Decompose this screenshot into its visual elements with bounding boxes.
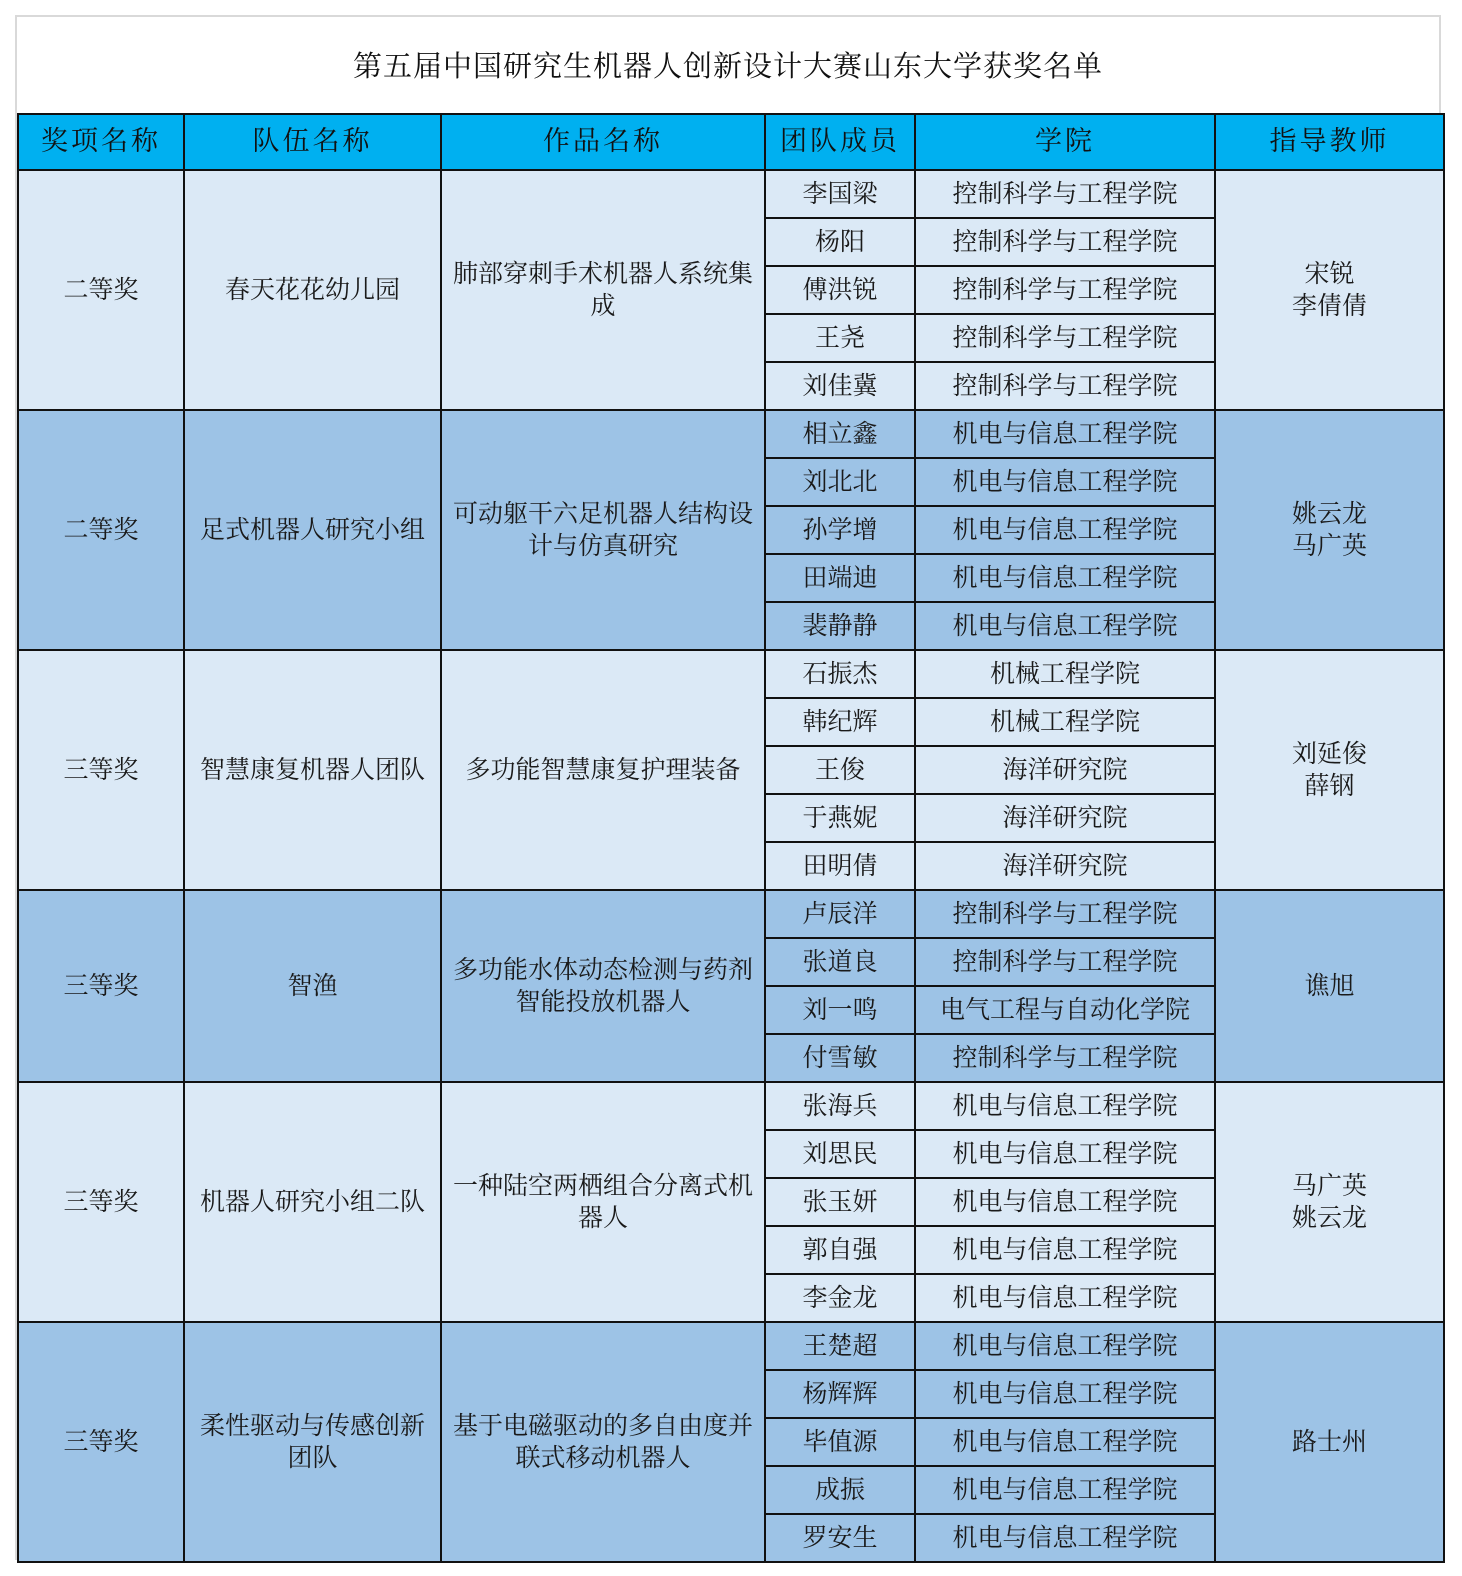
- member-college-cell: 机电与信息工程学院: [915, 1466, 1215, 1514]
- member-college-cell: 海洋研究院: [915, 794, 1215, 842]
- work-name-cell: 基于电磁驱动的多自由度并联式移动机器人: [441, 1322, 765, 1562]
- work-name-cell: 多功能水体动态检测与药剂智能投放机器人: [441, 890, 765, 1082]
- member-name-cell: 刘一鸣: [765, 986, 915, 1034]
- member-college-cell: 控制科学与工程学院: [915, 314, 1215, 362]
- header-advisor: 指导教师: [1215, 114, 1444, 170]
- member-college-cell: 控制科学与工程学院: [915, 362, 1215, 410]
- member-college-cell: 机电与信息工程学院: [915, 1082, 1215, 1130]
- member-college-cell: 机电与信息工程学院: [915, 1514, 1215, 1562]
- member-name-cell: 刘佳冀: [765, 362, 915, 410]
- member-college-cell: 海洋研究院: [915, 842, 1215, 890]
- header-award: 奖项名称: [18, 114, 184, 170]
- team-name-cell: 机器人研究小组二队: [184, 1082, 441, 1322]
- member-name-cell: 王楚超: [765, 1322, 915, 1370]
- award-cell: 三等奖: [18, 1322, 184, 1562]
- header-work: 作品名称: [441, 114, 765, 170]
- header-row: [18, 114, 1444, 170]
- member-name-cell: 李金龙: [765, 1274, 915, 1322]
- member-college-cell: 控制科学与工程学院: [915, 938, 1215, 986]
- member-name-cell: 郭自强: [765, 1226, 915, 1274]
- table-row: [18, 1082, 1444, 1130]
- advisor-cell: 谯旭: [1215, 890, 1444, 1082]
- table-row: [18, 890, 1444, 938]
- member-college-cell: 机电与信息工程学院: [915, 1418, 1215, 1466]
- member-college-cell: 电气工程与自动化学院: [915, 986, 1215, 1034]
- award-cell: 三等奖: [18, 1082, 184, 1322]
- award-cell: 三等奖: [18, 650, 184, 890]
- member-college-cell: 控制科学与工程学院: [915, 170, 1215, 218]
- award-cell: 三等奖: [18, 890, 184, 1082]
- member-name-cell: 杨辉辉: [765, 1370, 915, 1418]
- member-college-cell: 控制科学与工程学院: [915, 266, 1215, 314]
- member-name-cell: 付雪敏: [765, 1034, 915, 1082]
- member-name-cell: 于燕妮: [765, 794, 915, 842]
- member-name-cell: 杨阳: [765, 218, 915, 266]
- work-name-cell: 肺部穿刺手术机器人系统集成: [441, 170, 765, 410]
- member-college-cell: 机电与信息工程学院: [915, 602, 1215, 650]
- member-name-cell: 张海兵: [765, 1082, 915, 1130]
- member-college-cell: 机电与信息工程学院: [915, 1178, 1215, 1226]
- member-name-cell: 毕值源: [765, 1418, 915, 1466]
- member-name-cell: 王尧: [765, 314, 915, 362]
- team-name-cell: 智慧康复机器人团队: [184, 650, 441, 890]
- member-name-cell: 石振杰: [765, 650, 915, 698]
- header-team: 队伍名称: [184, 114, 441, 170]
- member-college-cell: 机电与信息工程学院: [915, 1370, 1215, 1418]
- member-college-cell: 海洋研究院: [915, 746, 1215, 794]
- award-cell: 二等奖: [18, 410, 184, 650]
- table-row: [18, 650, 1444, 698]
- table-row: [18, 410, 1444, 458]
- member-name-cell: 相立鑫: [765, 410, 915, 458]
- member-college-cell: 控制科学与工程学院: [915, 890, 1215, 938]
- advisor-cell: 姚云龙 马广英: [1215, 410, 1444, 650]
- member-college-cell: 机电与信息工程学院: [915, 1226, 1215, 1274]
- awards-table: [17, 113, 1445, 1563]
- awards-body: [18, 170, 1444, 1562]
- member-college-cell: 机械工程学院: [915, 650, 1215, 698]
- member-college-cell: 机械工程学院: [915, 698, 1215, 746]
- member-college-cell: 机电与信息工程学院: [915, 554, 1215, 602]
- work-name-cell: 一种陆空两栖组合分离式机器人: [441, 1082, 765, 1322]
- advisor-cell: 马广英 姚云龙: [1215, 1082, 1444, 1322]
- advisor-cell: 宋锐 李倩倩: [1215, 170, 1444, 410]
- member-college-cell: 控制科学与工程学院: [915, 1034, 1215, 1082]
- team-name-cell: 柔性驱动与传感创新团队: [184, 1322, 441, 1562]
- member-name-cell: 裴静静: [765, 602, 915, 650]
- member-name-cell: 孙学增: [765, 506, 915, 554]
- page-title: 第五届中国研究生机器人创新设计大赛山东大学获奖名单: [352, 49, 1103, 83]
- table-row: [18, 1322, 1444, 1370]
- member-name-cell: 张道良: [765, 938, 915, 986]
- member-name-cell: 卢辰洋: [765, 890, 915, 938]
- member-college-cell: 机电与信息工程学院: [915, 506, 1215, 554]
- member-name-cell: 田端迪: [765, 554, 915, 602]
- team-name-cell: 智渔: [184, 890, 441, 1082]
- member-college-cell: 机电与信息工程学院: [915, 1274, 1215, 1322]
- table-row: [18, 170, 1444, 218]
- work-name-cell: 可动躯干六足机器人结构设计与仿真研究: [441, 410, 765, 650]
- header-college: 学院: [915, 114, 1215, 170]
- advisor-cell: 路士州: [1215, 1322, 1444, 1562]
- member-college-cell: 机电与信息工程学院: [915, 1130, 1215, 1178]
- member-college-cell: 机电与信息工程学院: [915, 1322, 1215, 1370]
- member-college-cell: 机电与信息工程学院: [915, 410, 1215, 458]
- member-name-cell: 刘北北: [765, 458, 915, 506]
- team-name-cell: 春天花花幼儿园: [184, 170, 441, 410]
- team-name-cell: 足式机器人研究小组: [184, 410, 441, 650]
- member-name-cell: 王俊: [765, 746, 915, 794]
- award-list-sheet: [15, 15, 1441, 1560]
- advisor-cell: 刘延俊 薛钢: [1215, 650, 1444, 890]
- member-name-cell: 成振: [765, 1466, 915, 1514]
- member-name-cell: 罗安生: [765, 1514, 915, 1562]
- member-college-cell: 控制科学与工程学院: [915, 218, 1215, 266]
- member-college-cell: 机电与信息工程学院: [915, 458, 1215, 506]
- member-name-cell: 刘思民: [765, 1130, 915, 1178]
- member-name-cell: 傅洪锐: [765, 266, 915, 314]
- member-name-cell: 韩纪辉: [765, 698, 915, 746]
- work-name-cell: 多功能智慧康复护理装备: [441, 650, 765, 890]
- member-name-cell: 张玉妍: [765, 1178, 915, 1226]
- header-members: 团队成员: [765, 114, 915, 170]
- member-name-cell: 田明倩: [765, 842, 915, 890]
- member-name-cell: 李国梁: [765, 170, 915, 218]
- award-cell: 二等奖: [18, 170, 184, 410]
